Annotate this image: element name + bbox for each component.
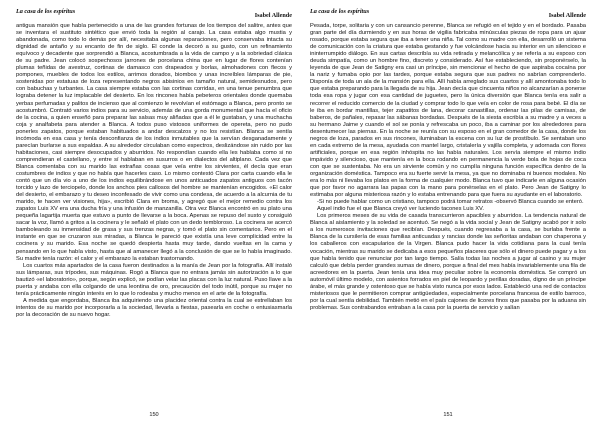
paragraph: antigua mansión que había pertenecido a una de las grandes fortunas de los tiempos del salitre, antes que se inventara el sustituto sintético que envió toda la región al carajo. La casa estaba algo mustia y abandonada, como todo lo demás por allí, necesitaba algunas reparaciones, pero conservaba intacta su dignidad de antaño y su encanto de fin de siglo. El conde la decoró a su gusto, con un refinamiento equívoco y decadente que sorprendió a Blanca, acostumbrada a la vida de campo y a la sobriedad clásica de su padre. Jean colocó sospechosos jarrones de porcelana china que en lugar de flores contenían plumas teñidas de avestruz, cortinas de damasco con drapeados y borlas, almohadones con flecos y pompones, muebles de todos los estilos, arrimos dorados, biombos y unas increíbles lámparas de pie, sostenidas por estatuas de loza representando negros abisinios en tamaño natural, semidesnudos, pero con babuchas y turbantes. La casa siempre estaba con las cortinas corridas, en una tenue penumbra que lograba detener la luz implacable del desierto. En los rincones había pebeteros orientales donde quemaba yerbas perfumadas y palitos de incienso que al comienzo le revolvían el estómago a Blanca, pero pronto se acostumbró. Contrató varios indios para su servicio, además de una gorda monumental que hacía el oficio de la cocina, a quien enseñó para preparar las salsas muy aliñadas que a él le gustaban, y una muchacha coja y analfabeta para atender a Blanca. A todos puso vistosos uniformes de opereta, pero no pudo ponerles zapatos, porque estaban habituados a andar descalzos y no los resistían. Blanca se sentía incómoda en esa casa y tenía desconfianza de los indios inmutables que la servían desganadamente y parecían burlarse a sus espaldas. A su alrededor circulaban como espectros, deslizándose sin ruido por las habitaciones, casi siempre desocupados y aburridos. No respondían cuando ella les hablaba como si no comprendieran el castellano, y entre sí hablaban en susurros o en dialectos del altiplano. Cada vez que Blanca comentaba con su marido las extrañas cosas que veía entre los sirvientes, él decía que eran costumbres de indios y que no había que hacerles caso. Lo mismo contestó Clara por carta cuando ella le contó que un día vio a uno de los indios equilibrándose en unos anticuados zapatos antiguos con tacón torcido y lazo de terciopelo, donde los anchos pies callosos del hombre se mantenían encogidos. «El calor del desierto, el embarazo y tu deseo inconfesado de vivir como una condesa, de acuerdo a la alcurnia de tu marido, te hacen ver visiones, hija», escribió Clara en broma, y agregó que el mejor remedio contra los zapatos Luis XV era una ducha fría y una infusión de manzanilla. Otra vez Blanca encontró en su plato una pequeña lagartija muerta que estuvo a punto de llevarse a la boca. Apenas se repuso del susto y consiguió sacar la voz, llamó a gritos a la cocinera y le señaló el plato con un dedo tembloroso. La cocinera se acercó bamboleando su inmensidad de grasa y sus trenzas negras, y tomó el plato sin comentarios. Pero en el instante en que se cruzaron sus miradas, a Blanca le pareció que existía una leve complicidad entre la cocinera y su marido. Esa noche se quedó despierta hasta muy tarde, dando vueltas en la cama y pensando en lo que había visto, hasta que al amanecer llegó a la conclusión de que se lo había imaginado. Su madre tenía razón: el calor y el embarazo la estaban trastornando. (16, 23, 292, 262)
paragraph: Aquel indio fue el que Blanca creyó ver luciendo tacones Luis XV. (317, 206, 484, 213)
header-book-title: La casa de los espíritus (16, 8, 76, 15)
page-header (310, 8, 586, 18)
right-page (310, 0, 586, 424)
page-number: 150 (149, 412, 159, 418)
paragraph: A medida que engordaba, Blanca iba adquiriendo una placidez oriental contra la cual se estrellaban los intentos de su marido por incorporarla a la sociedad, llevarla a fiestas, pasearla en coche o entusiasmarla por la decoración de su nuevo hogar. (16, 297, 292, 318)
paragraph: Los primeros meses de su vida de casada transcurrieron apacibles y aburridos. La tendencia natural de Blanca al aislamiento y la soledad se acentuó. Se negó a la vida social y Jean de Satigny acabó por ir solo a los numerosos invitaciones que recibían. Después, cuando regresaba a la casa, se burlaba frente a Blanca de la cursilería de esas familias anticuadas y rancias donde las señoritas andaban con chaperona y los caballeros con escapularios de la Virgen. Blanca pudo hacer la vida cotidiana para la cual tenía vocación, mientras su marido se dedicaba a esos pequeños placeres que sólo el dinero puede pagar y a los que había tenido que renunciar por tan largo tiempo. Salía todas las noches a jugar al casino y su mujer calculó que debía perder grandes sumas de dinero, porque a final del mes había invariablemente una fila de acreedores en la puerta. Jean tenía una idea muy peculiar sobre la economía doméstica. Se compró un automóvil último modelo, con asientos forrados en piel de leopardo y perillas doradas, digno de un príncipe árabe, el más grande y ostentoso que se había visto nunca por esos lados. Estableció una red de contactos misteriosos que le permitieron comprar antigüedades, especialmente porcelana francesa de estilo barroco, por la cual sentía debilidad. También metió en el país cajones de licores finos que pasaba por la aduana sin problemas. Sus contrabandos entraban a la casa por la puerta de servicio y salían (310, 213, 586, 311)
header-book-title: La casa de los espíritus (310, 8, 370, 15)
paragraph: -Si no puede hablar como un cristiano, tampoco podrá tomar retratos -observó Blanca cuando se enteró. (317, 199, 584, 206)
header-author: Isabel Allende (548, 12, 586, 19)
page-body (310, 23, 586, 407)
header-author: Isabel Allende (254, 12, 292, 19)
paragraph: Pesada, torpe, solitaria y con un cansancio perenne, Blanca se refugió en el tejido y en el bordado. Pasaba gran parte del día durmiendo y en sus horas de vigilia fabricaba minúsculas piezas de ropa para un ajuar rosado, porque estaba segura que iba a tener una niña. Tal como su madre con ella, desarrolló un sistema de comunicación con la criatura que estaba gestando y fue volcándose hacia su interior en un silencioso e ininterrumpido diálogo. En sus cartas describía su vida retirada y melancólica y se refería a su esposo con deuda simpatía, como un hombre fino, discreto y considerado. Así fue estableciendo, sin proponérselo, la leyenda de que Jean de Satigny era casi un príncipe, sin mencionar el hecho de que aspiraba cocaína por la nariz y fumaba opio por las tardes, porque estaba segura que sus padres no sabrían comprenderlo. Disponía de toda un ala de la mansión para ella. Allí había arreglado sus cuartos y allí amontonaba todo lo que estaba preparando para la llegada de su hija. Jean decía que cincuenta niños no alcanzarían a ponerse toda esa ropa y jugar con esa cantidad de juguetes, pero la única diversión que Blanca tenía era salir a recorrer el reducido comercio de la ciudad y comprar todo lo que veía en color de rosa para bebé. El día se le iba en bordar mantillas, tejer zapatitos de lana, decorar canastillas, ordenar las pilas de camisas, de baberos, de pañales, repasar las sábanas bordadas. Después de la siesta escribía a su madre y a veces a su hermano Jaime y cuando el sol se ponía y refrescaba un poco, iba a caminar por los alrededores para desentumecer las piernas. En la noche se reunía con su esposo en el gran comedor de la casa, donde los negros de loza, parados en sus rincones, iluminaban la escena con su luz de prostíbulo. Se sentaban uno en cada extremo de la mesa, ayudada con mantel largo, cristalería y vajilla completa, y adornada con flores artificiales, porque en esa región inhóspita no las había naturales. Los servía siempre el mismo indio impávido y silencioso, que mantenía en la boca rodando en permanencia la verde bola de hojas de coca con que se sustentaba. No era un sirviente común y no cumplía ninguna función específica dentro de la organización doméstica. Tampoco era su fuerte servir la mesa, ya que no dominaba ni buenos modales. No era lo más ni llevaba los platos en la forma de cualquier modo. Blanca tuvo que indicarle en alguna ocasión que por favor no agarrara las papas con la mano para ponérselas en el plato. Pero Jean de Satigny lo estimaba por alguna misteriosa razón y lo estaba entrenando para que fuera su ayudante en el laboratorio. (310, 23, 586, 199)
page-header (16, 8, 292, 18)
paragraph: Los cuartos más apartados de la casa fueron destinados a la manía de Jean por la fotografía. Allí instaló sus lámparas, sus trípodes, sus máquinas. Rogó a Blanca que no entrara jamás sin autorización a lo que bautizó «el laboratorio», porque, según explicó, se podían velar las placas con la luz natural. Puso llave a la puerta y andaba con ella colgando de una leontina de oro, precaución del todo inútil, porque su mujer no tenía prácticamente ningún interés en lo que lo rodeaba y mucho menos en el arte de la fotografía. (16, 262, 292, 297)
page-number: 151 (443, 412, 453, 418)
left-page (16, 0, 292, 424)
page-body (16, 23, 292, 407)
